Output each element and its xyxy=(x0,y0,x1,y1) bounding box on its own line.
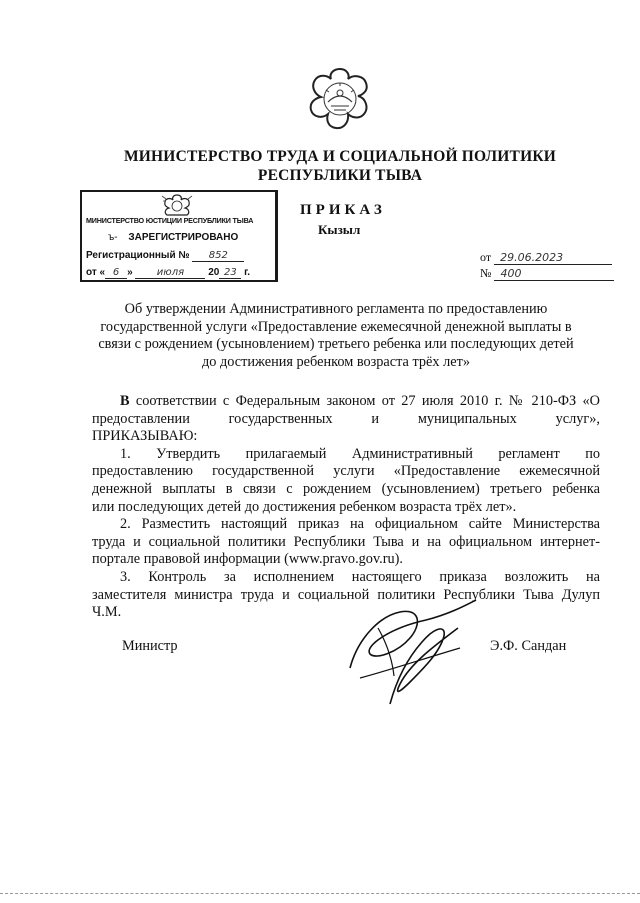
republic-emblem-icon xyxy=(306,66,374,132)
order-number-label: № xyxy=(480,266,492,280)
stamp-date-year-prefix: 20 xyxy=(208,267,220,278)
order-date-value: 29.06.2023 xyxy=(494,251,612,265)
intro-lead: В xyxy=(120,393,130,409)
stamp-date-year: 23 xyxy=(219,267,241,279)
intro-text: соответствии с Федеральным законом от 27 июля 2010 г. № 210-ФЗ «О xyxy=(129,393,600,409)
order-command: ПРИКАЗЫВАЮ: xyxy=(92,428,198,445)
justice-ministry-logo-icon xyxy=(160,194,194,216)
stamp-registered: ЗАРЕГИСТРИРОВАНО xyxy=(128,232,239,243)
item1-line: денежной выплаты в связи с рождением (усыновлением) третьего ребенка xyxy=(92,480,600,497)
stamp-reg-label: Регистрационный № xyxy=(86,250,190,261)
stamp-marker: ъ- xyxy=(108,232,118,243)
handwritten-signature xyxy=(330,598,490,710)
stamp-date-prefix: от « xyxy=(86,267,106,278)
order-date-label: от xyxy=(480,250,492,264)
subject-line: связи с рождением (усыновлением) третьего ребенка или последующих детей xyxy=(98,336,574,353)
stamp-reg-number-line xyxy=(86,250,274,262)
stamp-date-line xyxy=(86,267,274,279)
item3-line: 3. Контроль за исполнением настоящего приказа возложить на xyxy=(120,568,600,585)
order-title: ПРИКАЗ xyxy=(300,202,386,218)
subject-line: до достижения ребенком возраста трёх лет» xyxy=(202,353,470,370)
item2-line: портале правовой информации (www.pravo.gov.ru). xyxy=(92,551,403,568)
signatory-name: Э.Ф. Сандан xyxy=(490,638,567,654)
order-number-value: 400 xyxy=(494,267,614,281)
item3-line: Ч.М. xyxy=(92,604,122,621)
stamp-date-month: июля xyxy=(135,267,205,279)
stamp-date-sep: » xyxy=(127,267,133,278)
signatory-title: Министр xyxy=(122,638,178,654)
stamp-reg-number: 852 xyxy=(192,250,244,262)
order-body xyxy=(92,393,600,622)
item1-line: или последующих детей до достижения ребенком возраста трёх лет». xyxy=(92,498,517,515)
intro-line: предоставлении государственных и муниципальных услуг», xyxy=(92,410,600,427)
subject-line: Об утверждении Административного регламента по предоставлению xyxy=(124,301,548,317)
item2-line: 2. Разместить настоящий приказ на официальном сайте Министерства xyxy=(120,516,600,533)
intro-line xyxy=(92,393,600,411)
ministry-name-line1: МИНИСТЕРСТВО ТРУДА И СОЦИАЛЬНОЙ ПОЛИТИКИ xyxy=(123,148,557,165)
stamp-authority: МИНИСТЕРСТВО ЮСТИЦИИ РЕСПУБЛИКИ ТЫВА xyxy=(86,216,254,225)
subject-line: государственной услуги «Предоставление ежемесячной денежной выплаты в xyxy=(100,318,572,335)
order-city: Кызыл xyxy=(318,222,361,237)
stamp-date-suffix: г. xyxy=(244,267,251,278)
item3-line: заместителя министра труда и социальной политики Республики Тыва Дулуп xyxy=(92,586,600,603)
order-number-line xyxy=(480,266,614,281)
ministry-name-line2: РЕСПУБЛИКИ ТЫВА xyxy=(257,167,423,184)
item1-line: предоставлению государственной услуги «Предоставление ежемесячной xyxy=(92,463,600,480)
stamp-date-day: 6 xyxy=(105,267,127,279)
order-subject xyxy=(92,301,580,371)
item1-line: 1. Утвердить прилагаемый Административный регламент по xyxy=(120,445,600,462)
order-date-line xyxy=(480,250,612,265)
item2-line: труда и социальной политики Республики Тыва и на официальном интернет- xyxy=(92,533,600,550)
stamp-registered-line xyxy=(108,232,238,243)
registration-stamp xyxy=(80,190,278,282)
page-bottom-divider xyxy=(0,893,640,894)
